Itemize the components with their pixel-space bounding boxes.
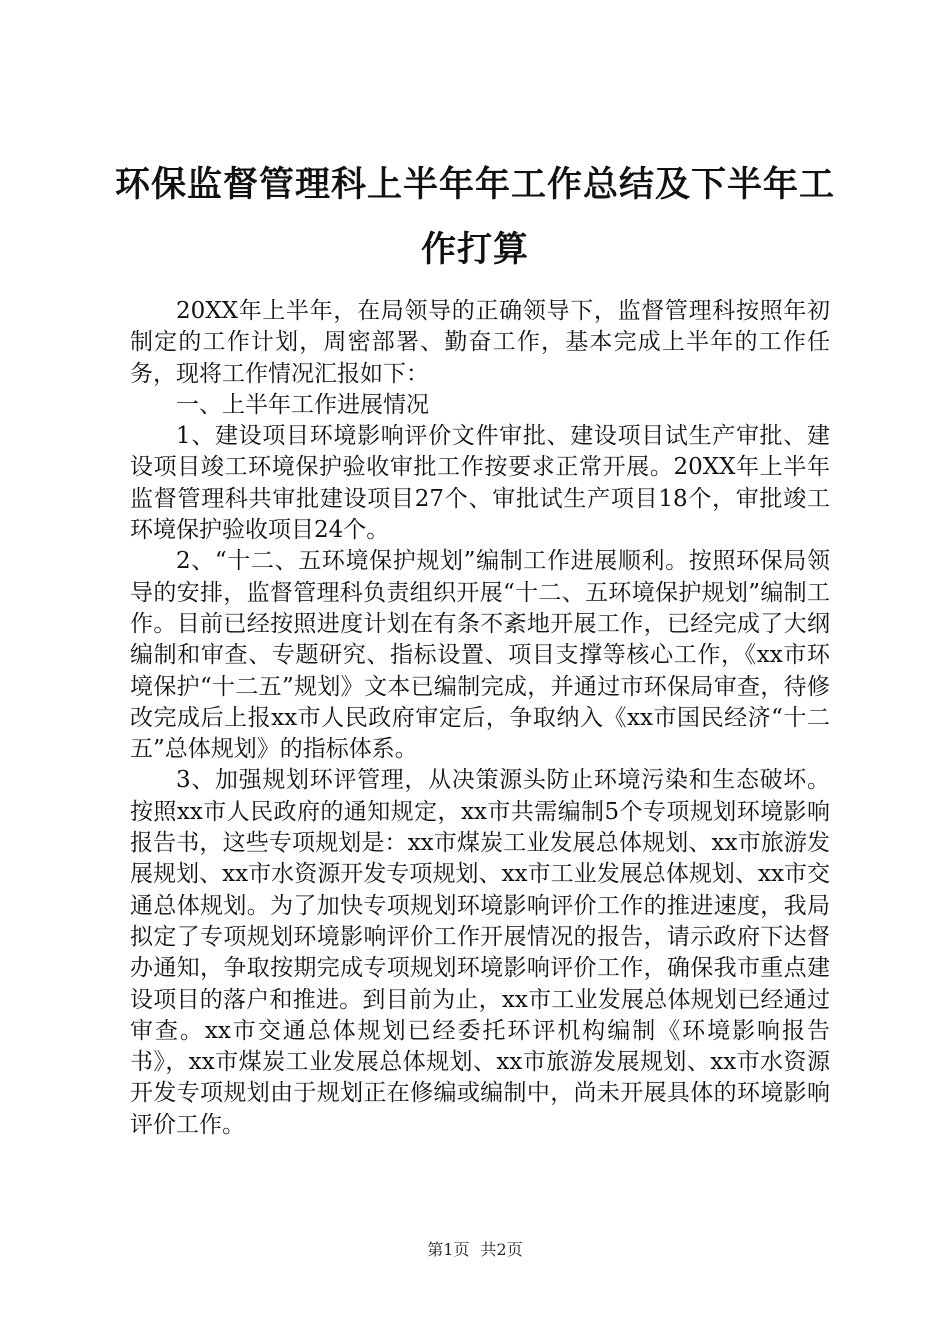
item-2-paragraph: 2、“十二、五环境保护规划”编制工作进展顺利。按照环保局领导的安排，监督管理科负责组织开展“十二、五环境保护规划”编制工作。目前已经按照进度计划在有条不紊地开展工作，已经完成了大纲编制和审查、专题研究、指标设置、项目支撑等核心工作，《xx市环境保护“十二五”规划》文本已编制完成，并通过市环保局审查，待修改完成后上报xx市人民政府审定后，争取纳入《xx市国民经济“十二五”总体规划》的指标体系。 [130, 548, 830, 763]
item-3-paragraph: 3、加强规划环评管理，从决策源头防止环境污染和生态破坏。按照xx市人民政府的通知规定，xx市共需编制5个专项规划环境影响报告书，这些专项规划是：xx市煤炭工业发展总体规划、xx市旅游发展规划、xx市水资源开发专项规划、xx市工业发展总体规划、xx市交通总体规划。为了加快专项规划环境影响评价工作的推进速度，我局拟定了专项规划环境影响评价工作开展情况的报告，请示政府下达督办通知，争取按期完成专项规划环境影响评价工作，确保我市重点建设项目的落户和推进。到目前为止，xx市工业发展总体规划已经通过审查。xx市交通总体规划已经委托环评机构编制《环境影响报告书》，xx市煤炭工业发展总体规划、xx市旅游发展规划、xx市水资源开发专项规划由于规划正在修编或编制中，尚未开展具体的环境影响评价工作。 [130, 767, 830, 1138]
page-footer [0, 1239, 950, 1261]
document-title: 环保监督管理科上半年年工作总结及下半年工作打算 [114, 164, 835, 270]
section-heading: 一、上半年工作进展情况 [176, 391, 429, 418]
page-number: 第1页 [427, 1240, 470, 1259]
document-body [130, 296, 830, 1141]
item-1-paragraph: 1、建设项目环境影响评价文件审批、建设项目试生产审批、建设项目竣工环境保护验收审批工作按要求正常开展。20XX年上半年监督管理科共审批建设项目27个、审批试生产项目18个，审批竣工环境保护验收项目24个。 [130, 423, 830, 544]
intro-paragraph: 20XX年上半年，在局领导的正确领导下，监督管理科按照年初制定的工作计划，周密部署、勤奋工作，基本完成上半年的工作任务，现将工作情况汇报如下： [130, 298, 830, 387]
page-total: 共2页 [480, 1240, 523, 1259]
